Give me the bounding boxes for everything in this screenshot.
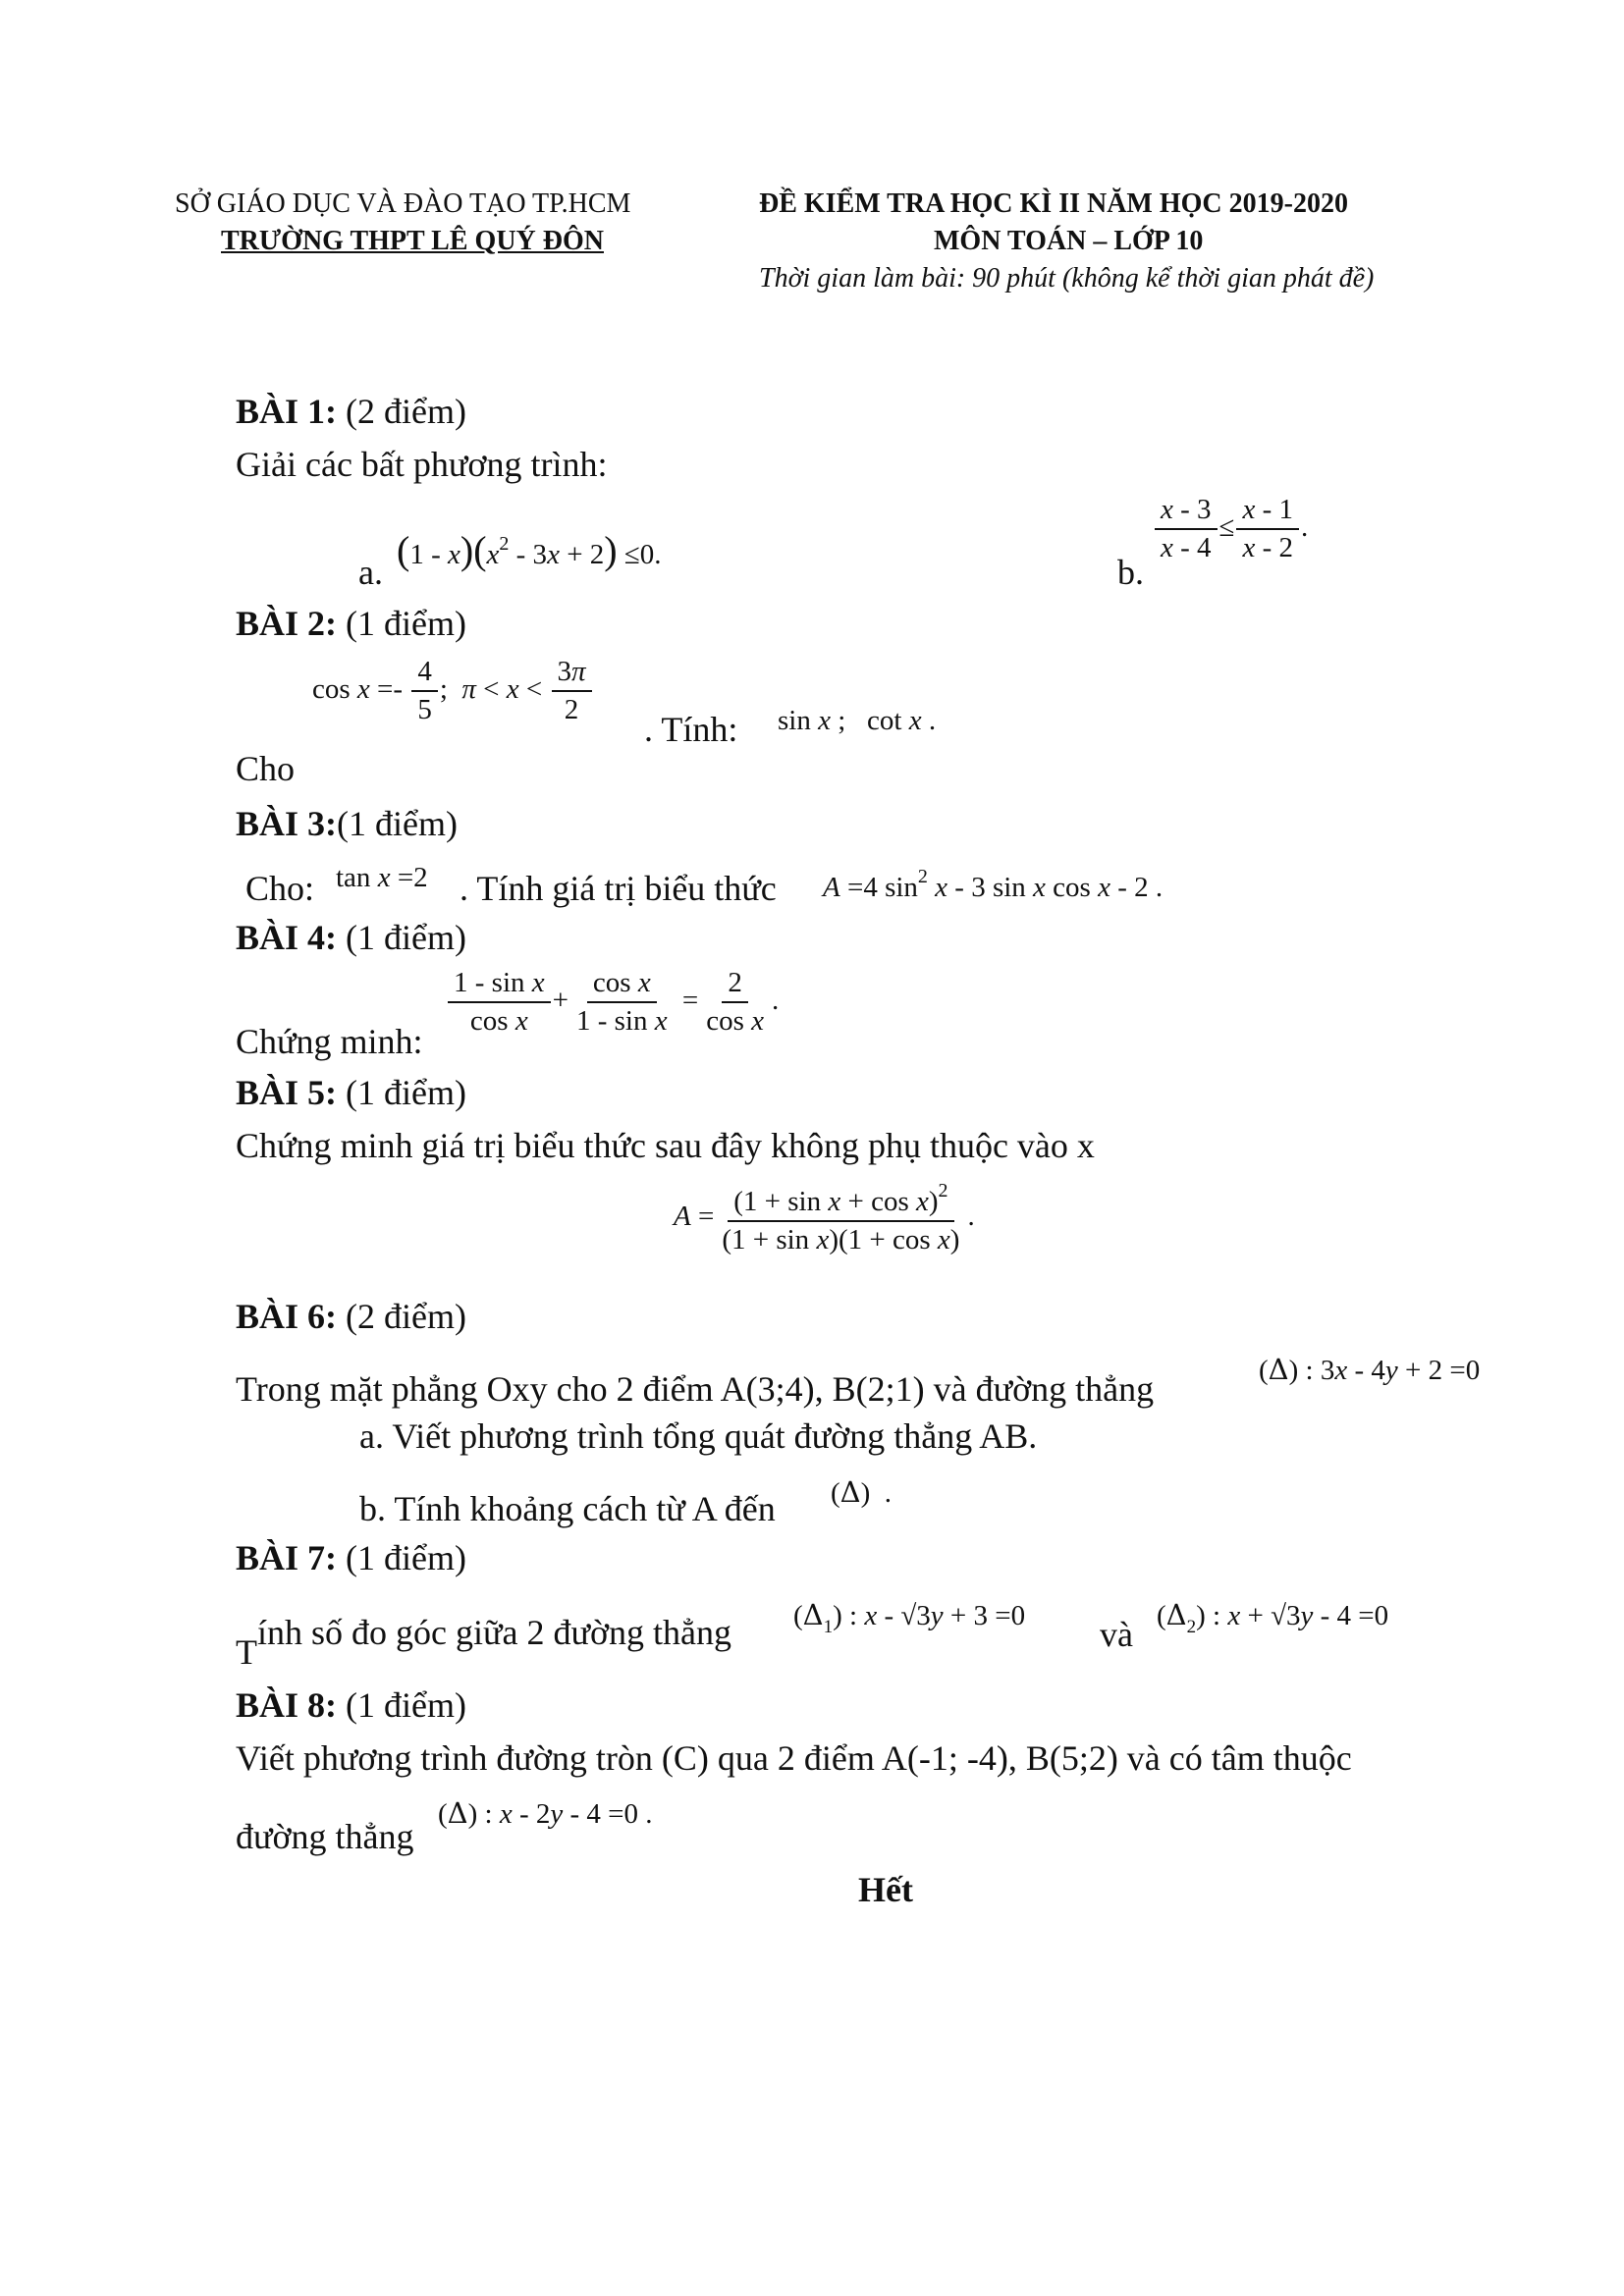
- bai1-heading: [236, 391, 466, 432]
- bai2-ask-math: sin x ; cot x .: [778, 705, 937, 736]
- bai2-tinh: . Tính:: [644, 710, 738, 749]
- bai5-heading: [236, 1072, 466, 1113]
- bai3-given-math: tan x =2: [336, 862, 428, 893]
- bai2-points: (1 điểm): [337, 604, 466, 643]
- bai1-b-math: $\frac{x - 3}{x - 4}$ ≤ $\frac{x - 1}{x - 2}$ .: [1153, 494, 1308, 565]
- bai6-part-a: a. Viết phương trình tổng quát đường thẳng AB.: [359, 1416, 1038, 1456]
- bai3-text: . Tính giá trị biểu thức: [460, 869, 777, 908]
- bai4-heading: [236, 917, 466, 958]
- bai8-title: BÀI 8:: [236, 1685, 338, 1725]
- bai8-text-line1: Viết phương trình đường tròn (C) qua 2 điểm A(-1; -4), B(5;2) và có tâm thuộc: [236, 1738, 1352, 1778]
- bai7-points: (1 điểm): [337, 1538, 466, 1577]
- bai3-heading: [236, 803, 458, 844]
- bai3-expression-math: A =4 $\sin^2 x - 3$ sin x cos x - 2 .: [823, 866, 1164, 903]
- bai4-label: Chứng minh:: [236, 1022, 423, 1061]
- time-note: Thời gian làm bài: 90 phút (không kể thời gian phát đề): [759, 263, 1375, 294]
- bai5-expression-math: A = $\frac{(1 + \sin x + \cos x)^2}{\text{(1 + sin x)(1 + cos x)}}$ .: [674, 1180, 975, 1256]
- bai2-title: BÀI 2:: [236, 604, 338, 643]
- exam-title: ĐỀ KIỂM TRA HỌC KÌ II NĂM HỌC 2019-2020: [759, 188, 1348, 219]
- bai1-title: BÀI 1:: [236, 392, 338, 431]
- bai7-text: ính số đo góc giữa 2 đường thẳng: [257, 1613, 732, 1652]
- subject-line: MÔN TOÁN – LỚP 10: [934, 226, 1204, 256]
- bai6-points: (2 điểm): [337, 1297, 466, 1336]
- bai6-heading: [236, 1296, 466, 1337]
- school-name: TRƯỜNG THPT LÊ QUÝ ĐÔN: [221, 226, 604, 256]
- bai6-title: BÀI 6:: [236, 1297, 338, 1336]
- bai8-points: (1 điểm): [337, 1685, 466, 1725]
- bai6-text: Trong mặt phẳng Oxy cho 2 điểm A(3;4), B(2;1) và đường thẳng: [236, 1369, 1155, 1409]
- bai1-instruction: Giải các bất phương trình:: [236, 445, 608, 484]
- bai1-a-math: $(1 - x)(x^2 - 3x + 2) \le 0$.: [397, 528, 662, 572]
- bai2-heading: [236, 603, 466, 644]
- bai1-points: (2 điểm): [337, 392, 466, 431]
- bai7-va: và: [1100, 1615, 1133, 1654]
- end-marker: Hết: [858, 1870, 913, 1909]
- bai2-cho: Cho: [236, 749, 296, 788]
- bai8-line-math: (Δ) : x - 2y - 4 =0 .: [438, 1796, 653, 1830]
- bai4-title: BÀI 4:: [236, 918, 338, 957]
- bai5-points: (1 điểm): [337, 1073, 466, 1112]
- bai3-points: (1 điểm): [337, 804, 458, 843]
- bai8-heading: [236, 1684, 466, 1726]
- bai2-condition-math: cos x =- $\frac{4}{5}$ ; π < x < $\frac{3\pi}{2}$: [312, 656, 594, 727]
- department-name: SỞ GIÁO DỤC VÀ ĐÀO TẠO TP.HCM: [175, 188, 631, 219]
- bai7-heading: [236, 1537, 466, 1578]
- bai8-text-line2: đường thẳng: [236, 1817, 414, 1856]
- bai3-title: BÀI 3:: [236, 804, 338, 843]
- bai4-points: (1 điểm): [337, 918, 466, 957]
- bai7-t-letter: T: [236, 1632, 257, 1672]
- bai7-line1-math: $(\Delta_1)$ : x - √3y + 3 =0: [793, 1598, 1026, 1637]
- bai6-line-math: (Δ) : 3x - 4y + 2 =0: [1259, 1353, 1481, 1386]
- bai6-part-b-math: (Δ) .: [831, 1475, 893, 1509]
- bai7-title: BÀI 7:: [236, 1538, 338, 1577]
- bai5-text: Chứng minh giá trị biểu thức sau đây không phụ thuộc vào x: [236, 1126, 1095, 1165]
- bai1-b-label: b.: [1117, 553, 1144, 592]
- bai4-identity-math: $\frac{\text{1 - sin x}}{\text{cos x}}$ + $\frac{\text{cos x}}{\text{1 - sin x}}$ = $\frac{2}{\text{cos x}}$ .: [446, 967, 779, 1039]
- bai1-a-label: a.: [358, 553, 383, 592]
- bai7-line2-math: $(\Delta_2)$ : x + √3y - 4 =0: [1157, 1598, 1389, 1637]
- bai5-title: BÀI 5:: [236, 1073, 338, 1112]
- bai3-cho: Cho:: [245, 869, 315, 908]
- bai6-part-b: b. Tính khoảng cách từ A đến: [359, 1489, 776, 1528]
